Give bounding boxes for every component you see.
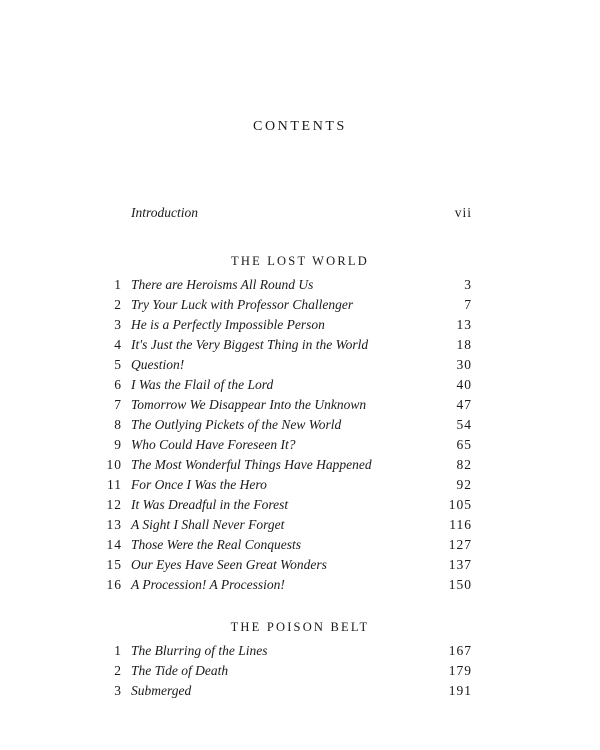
chapter-title: Try Your Luck with Professor Challenger bbox=[131, 297, 354, 312]
toc-entry bbox=[0, 517, 600, 537]
toc-entry bbox=[0, 377, 600, 397]
chapter-number: 1 bbox=[114, 277, 122, 292]
chapter-title: Submerged bbox=[131, 683, 192, 698]
chapter-title: The Most Wonderful Things Have Happened bbox=[131, 457, 372, 472]
part-heading-poison-belt: THE POISON BELT bbox=[230, 620, 370, 634]
chapter-title: He is a Perfectly Impossible Person bbox=[131, 317, 325, 332]
chapter-page: 30 bbox=[456, 357, 472, 372]
chapter-page: 105 bbox=[448, 497, 472, 512]
chapter-page: 92 bbox=[456, 477, 472, 492]
chapter-title: It's Just the Very Biggest Thing in the World bbox=[131, 337, 369, 352]
chapter-page: 65 bbox=[456, 437, 472, 452]
chapter-page: 82 bbox=[456, 457, 472, 472]
chapter-number: 12 bbox=[106, 497, 122, 512]
toc-entry bbox=[0, 337, 600, 357]
toc-entry bbox=[0, 577, 600, 597]
chapter-page: 13 bbox=[456, 317, 472, 332]
toc-entry bbox=[0, 397, 600, 417]
toc-entry bbox=[0, 663, 600, 683]
chapter-number: 16 bbox=[106, 577, 122, 592]
chapter-title: The Blurring of the Lines bbox=[131, 643, 268, 658]
chapter-page: 7 bbox=[464, 297, 472, 312]
toc-entry bbox=[0, 643, 600, 663]
chapter-page: 47 bbox=[456, 397, 472, 412]
chapter-number: 13 bbox=[106, 517, 122, 532]
chapter-number: 2 bbox=[114, 663, 122, 678]
toc-entry bbox=[0, 497, 600, 517]
part-heading-lost-world: THE LOST WORLD bbox=[231, 254, 369, 268]
page-title: CONTENTS bbox=[253, 119, 347, 134]
chapter-page: 150 bbox=[448, 577, 472, 592]
chapter-number: 4 bbox=[114, 337, 122, 352]
toc-entry bbox=[0, 457, 600, 477]
chapter-title: Those Were the Real Conquests bbox=[131, 537, 301, 552]
chapter-number: 6 bbox=[114, 377, 122, 392]
chapter-page: 40 bbox=[456, 377, 472, 392]
chapter-page: 137 bbox=[448, 557, 472, 572]
chapter-number: 3 bbox=[114, 683, 122, 698]
chapter-page: 127 bbox=[448, 537, 472, 552]
chapter-number: 7 bbox=[114, 397, 122, 412]
toc-entry bbox=[0, 477, 600, 497]
entry-page: vii bbox=[454, 205, 472, 220]
chapter-number: 9 bbox=[114, 437, 122, 452]
chapter-title: The Tide of Death bbox=[131, 663, 229, 678]
chapter-page: 116 bbox=[449, 517, 472, 532]
chapter-title: Question! bbox=[131, 357, 185, 372]
chapter-title: Who Could Have Foreseen It? bbox=[131, 437, 296, 452]
toc-entry bbox=[0, 297, 600, 317]
chapter-page: 3 bbox=[464, 277, 472, 292]
toc-entry bbox=[0, 277, 600, 297]
toc-entry bbox=[0, 537, 600, 557]
chapter-page: 179 bbox=[448, 663, 472, 678]
chapter-number: 2 bbox=[114, 297, 122, 312]
chapter-title: A Sight I Shall Never Forget bbox=[131, 517, 285, 532]
chapter-number: 8 bbox=[114, 417, 122, 432]
toc-entry bbox=[0, 437, 600, 457]
toc-entry-introduction bbox=[0, 205, 600, 225]
toc-entry bbox=[0, 417, 600, 437]
chapter-number: 10 bbox=[106, 457, 122, 472]
toc-entry bbox=[0, 357, 600, 377]
chapter-page: 54 bbox=[456, 417, 472, 432]
entry-title: Introduction bbox=[131, 205, 198, 220]
chapter-number: 3 bbox=[114, 317, 122, 332]
chapter-page: 18 bbox=[456, 337, 472, 352]
chapter-title: It Was Dreadful in the Forest bbox=[131, 497, 289, 512]
chapter-title: Tomorrow We Disappear Into the Unknown bbox=[131, 397, 367, 412]
toc-entry bbox=[0, 557, 600, 577]
chapter-title: The Outlying Pickets of the New World bbox=[131, 417, 342, 432]
chapter-number: 14 bbox=[106, 537, 122, 552]
chapter-title: Our Eyes Have Seen Great Wonders bbox=[131, 557, 327, 572]
toc-entry bbox=[0, 683, 600, 703]
toc-entry bbox=[0, 317, 600, 337]
chapter-title: For Once I Was the Hero bbox=[131, 477, 267, 492]
chapter-number: 5 bbox=[114, 357, 122, 372]
chapter-title: There are Heroisms All Round Us bbox=[131, 277, 314, 292]
chapter-page: 191 bbox=[448, 683, 472, 698]
chapter-number: 1 bbox=[114, 643, 122, 658]
chapter-title: I Was the Flail of the Lord bbox=[131, 377, 274, 392]
chapter-number: 11 bbox=[107, 477, 122, 492]
chapter-page: 167 bbox=[448, 643, 472, 658]
chapter-title: A Procession! A Procession! bbox=[131, 577, 285, 592]
chapter-number: 15 bbox=[106, 557, 122, 572]
